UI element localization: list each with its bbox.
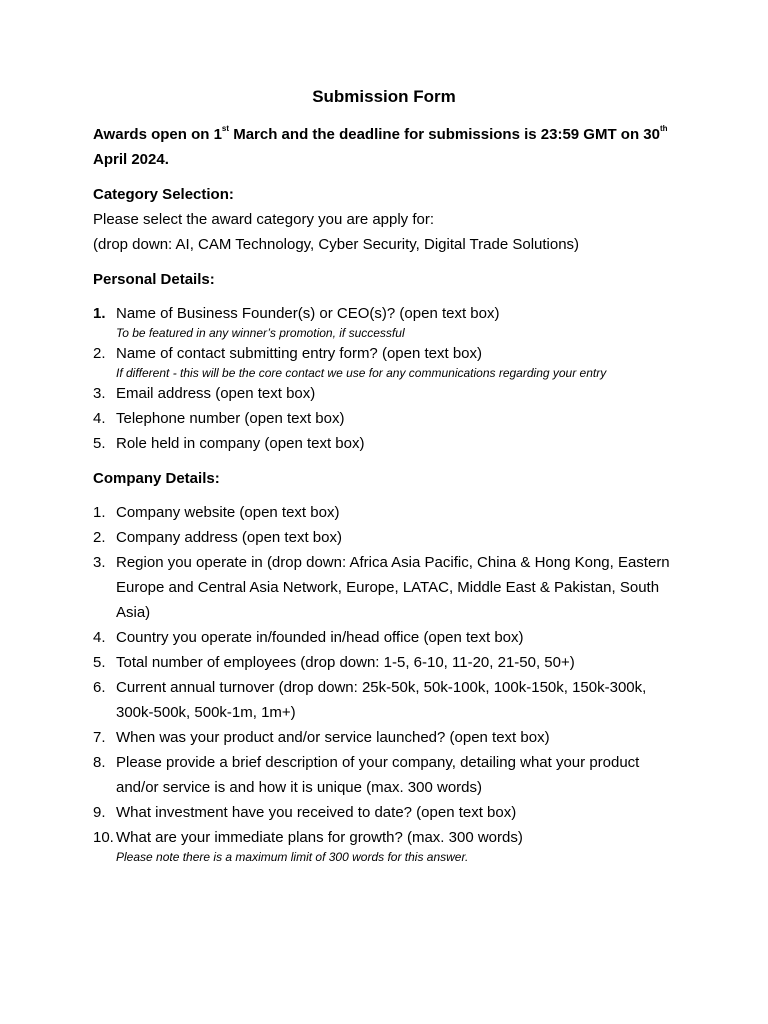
list-number: 7. bbox=[93, 729, 106, 746]
list-number: 8. bbox=[93, 754, 106, 771]
intro-superscript-st: st bbox=[221, 124, 230, 133]
list-number: 3. bbox=[93, 385, 106, 402]
personal-item-4 bbox=[93, 406, 683, 431]
intro-part-3: April 2024. bbox=[93, 151, 169, 168]
list-item-text: Region you operate in (drop down: Africa Asia Pacific, China & Hong Kong, Eastern Europe and Central Asia Network, Europe, LATAC, Middle East & Pakistan, South Asia) bbox=[116, 554, 670, 621]
list-item-text: Name of contact submitting entry form? (open text box) bbox=[116, 345, 482, 362]
list-number: 2. bbox=[93, 345, 106, 362]
list-number: 10. bbox=[93, 829, 114, 846]
list-item-text: What investment have you received to date? (open text box) bbox=[116, 804, 517, 821]
category-options: (drop down: AI, CAM Technology, Cyber Security, Digital Trade Solutions) bbox=[93, 236, 580, 253]
page-title: Submission Form bbox=[312, 87, 456, 106]
list-item-text: Email address (open text box) bbox=[116, 385, 316, 402]
list-item-text: Role held in company (open text box) bbox=[116, 435, 365, 452]
intro-part-2: March and the deadline for submissions is 23:59 GMT on 30 bbox=[229, 126, 660, 143]
company-item-10 bbox=[93, 825, 683, 867]
category-instruction: Please select the award category you are apply for: bbox=[93, 211, 435, 228]
document-page bbox=[93, 86, 683, 865]
company-item-5 bbox=[93, 650, 683, 675]
list-number: 5. bbox=[93, 435, 106, 452]
list-item-note: Please note there is a maximum limit of 300 words for this answer. bbox=[116, 850, 469, 864]
list-item-text: Country you operate in/founded in/head office (open text box) bbox=[116, 629, 524, 646]
awards-intro bbox=[93, 122, 683, 172]
list-item-note: To be featured in any winner’s promotion, if successful bbox=[116, 326, 405, 340]
list-item-text: Telephone number (open text box) bbox=[116, 410, 345, 427]
company-item-4 bbox=[93, 625, 683, 650]
intro-part-1: Awards open on 1 bbox=[93, 126, 222, 143]
list-number: 2. bbox=[93, 529, 106, 546]
company-item-2 bbox=[93, 525, 683, 550]
list-number: 4. bbox=[93, 410, 106, 427]
list-item-text: When was your product and/or service launched? (open text box) bbox=[116, 729, 550, 746]
company-item-8 bbox=[93, 750, 683, 800]
list-item-text: Company address (open text box) bbox=[116, 529, 342, 546]
list-number: 5. bbox=[93, 654, 106, 671]
personal-item-3 bbox=[93, 381, 683, 406]
personal-item-2 bbox=[93, 341, 683, 383]
list-number: 1. bbox=[93, 504, 106, 521]
company-item-3 bbox=[93, 550, 683, 625]
list-number: 3. bbox=[93, 554, 106, 571]
list-item-text: Please provide a brief description of your company, detailing what your product and/or service is and how it is unique (max. 300 words) bbox=[116, 754, 640, 796]
company-list bbox=[93, 500, 683, 867]
personal-item-5 bbox=[93, 431, 683, 456]
company-item-1 bbox=[93, 500, 683, 525]
company-item-6 bbox=[93, 675, 683, 725]
intro-superscript-th: th bbox=[659, 124, 668, 133]
list-item-text: Current annual turnover (drop down: 25k-50k, 50k-100k, 100k-150k, 150k-300k, 300k-500k, 500k-1m, 1m+) bbox=[116, 679, 647, 721]
personal-heading: Personal Details: bbox=[93, 271, 215, 288]
list-item-text: What are your immediate plans for growth? (max. 300 words) bbox=[116, 829, 523, 846]
list-number: 4. bbox=[93, 629, 106, 646]
category-heading: Category Selection: bbox=[93, 186, 234, 203]
company-item-7 bbox=[93, 725, 683, 750]
list-number: 6. bbox=[93, 679, 106, 696]
list-item-text: Name of Business Founder(s) or CEO(s)? (open text box) bbox=[116, 305, 500, 322]
company-item-9 bbox=[93, 800, 683, 825]
list-number: 1. bbox=[93, 305, 106, 322]
personal-item-1 bbox=[93, 301, 683, 343]
list-item-text: Company website (open text box) bbox=[116, 504, 340, 521]
list-number: 9. bbox=[93, 804, 106, 821]
personal-list bbox=[93, 301, 683, 456]
list-item-note: If different - this will be the core contact we use for any communications regarding your entry bbox=[116, 366, 607, 380]
list-item-text: Total number of employees (drop down: 1-5, 6-10, 11-20, 21-50, 50+) bbox=[116, 654, 575, 671]
company-heading: Company Details: bbox=[93, 470, 220, 487]
